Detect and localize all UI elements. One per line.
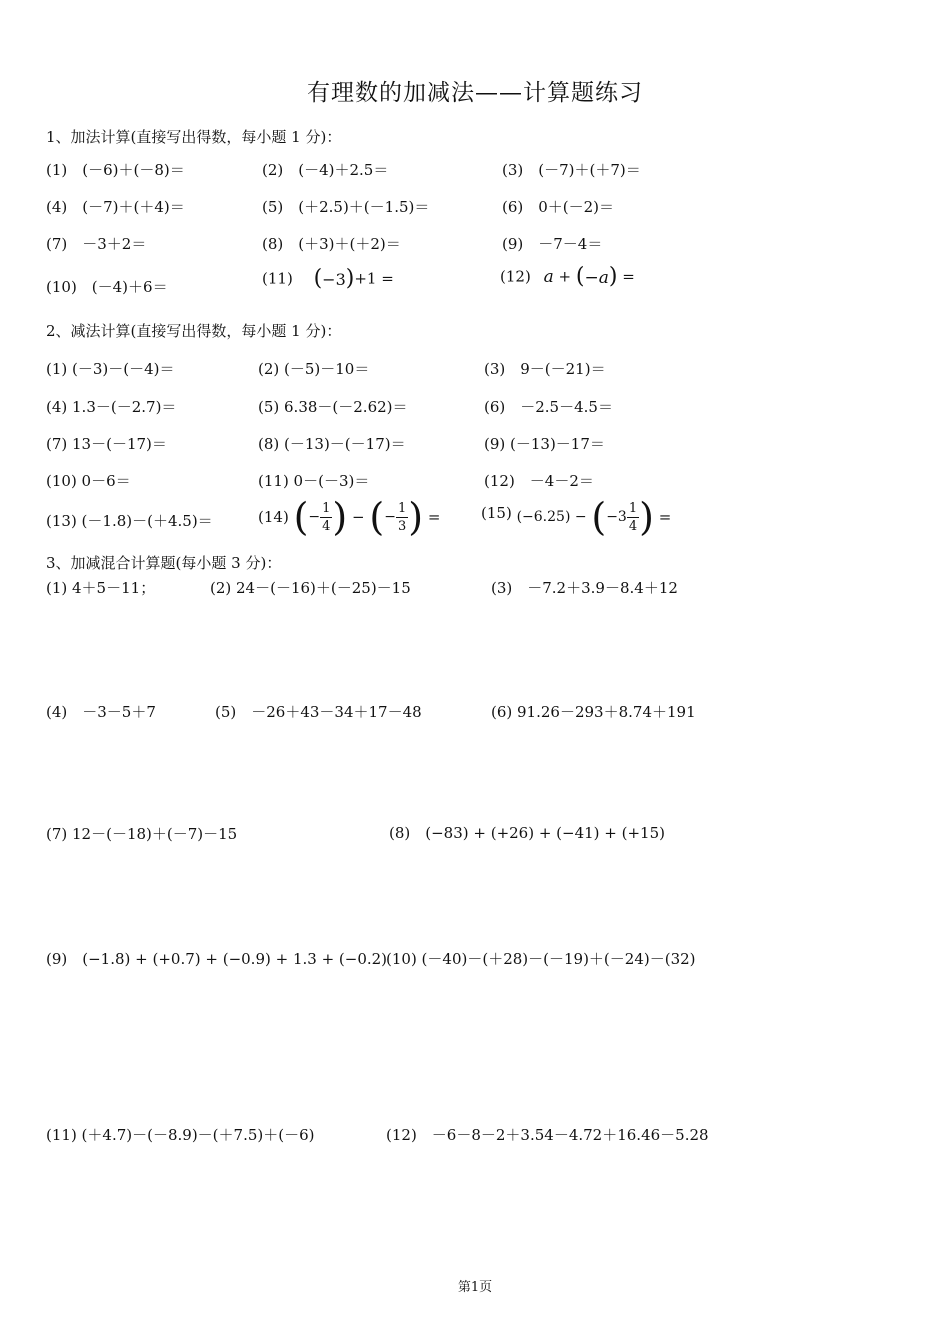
s1-problem-12: (12) a + (−a) = [500, 264, 635, 289]
s2-problem-15: (15) (−6.25) − (−3 $\frac{1}{4}$ ) = [481, 495, 672, 539]
s3-problem-11: (11) (＋4.7)－(－8.9)－(＋7.5)＋(－6) [46, 1126, 315, 1144]
s1-problem-4: (4) (－7)＋(＋4)＝ [46, 198, 185, 216]
s1-problem-9: (9) －7－4＝ [502, 235, 603, 253]
s2-problem-5: (5) 6.38－(－2.62)＝ [258, 398, 408, 416]
s1-problem-10: (10) (－4)＋6＝ [46, 278, 168, 296]
s2-problem-7: (7) 13－(－17)＝ [46, 435, 167, 453]
s2-problem-3: (3) 9－(－21)＝ [484, 360, 606, 378]
math-expression: +1 = [354, 269, 394, 288]
s3-problem-12: (12) －6－8－2＋3.54－4.72＋16.46－5.28 [386, 1126, 709, 1144]
math-expression: −3 [606, 509, 627, 525]
s3-problem-8: (8) (−83) + (+26) + (−41) + (+15) [389, 824, 665, 842]
math-expression: (−6.25) − [516, 509, 587, 525]
fraction-denominator: 4 [628, 518, 638, 534]
fraction [627, 500, 639, 535]
page-title: 有理数的加减法——计算题练习 [307, 80, 643, 106]
s2-problem-12: (12) －4－2＝ [484, 472, 594, 490]
s3-problem-1: (1) 4＋5－11； [46, 579, 156, 597]
s2-problem-6: (6) －2.5－4.5＝ [484, 398, 613, 416]
s2-problem-11: (11) 0－(－3)＝ [258, 472, 370, 490]
s1-problem-1: (1) (－6)＋(－8)＝ [46, 161, 185, 179]
s2-problem-2: (2) (－5)－10＝ [258, 360, 370, 378]
page-number: 第1页 [457, 1280, 493, 1295]
problem-number: (12) [500, 267, 531, 286]
s3-problem-2: (2) 24－(－16)＋(－25)－15 [210, 579, 411, 597]
fraction [396, 500, 408, 535]
equals-sign: = [622, 267, 635, 286]
s3-problem-10: (10) (－40)－(＋28)－(－19)＋(－24)－(32) [386, 950, 696, 968]
fraction-numerator: 1 [322, 500, 331, 516]
s1-problem-5: (5) (＋2.5)＋(－1.5)＝ [262, 198, 430, 216]
math-expression: − [384, 509, 396, 525]
s3-problem-3: (3) －7.2＋3.9－8.4＋12 [491, 579, 678, 597]
s2-problem-8: (8) (－13)－(－17)＝ [258, 435, 406, 453]
problem-number: (11) [262, 269, 293, 288]
math-expression: −3 [322, 270, 346, 289]
s2-problem-10: (10) 0－6＝ [46, 472, 131, 490]
math-expression: − [308, 509, 321, 525]
section2-heading: 2、减法计算(直接写出得数，每小题 1 分)： [46, 322, 342, 340]
s3-problem-7: (7) 12－(－18)＋(－7)－15 [46, 825, 238, 843]
fraction-numerator: 1 [628, 500, 638, 516]
problem-number: (15) [481, 504, 512, 522]
fraction-denominator: 4 [322, 518, 331, 534]
s2-problem-4: (4) 1.3－(－2.7)＝ [46, 398, 177, 416]
s3-problem-9: (9) (−1.8) + (+0.7) + (−0.9) + 1.3 + (−0.2) [46, 950, 388, 968]
variable-a: a [543, 266, 554, 287]
fraction-denominator: 3 [397, 518, 407, 534]
s1-problem-6: (6) 0＋(－2)＝ [502, 198, 615, 216]
s1-problem-3: (3) (－7)＋(＋7)＝ [502, 161, 641, 179]
s2-problem-9: (9) (－13)－17＝ [484, 435, 605, 453]
fraction-numerator: 1 [397, 500, 407, 516]
s2-problem-13: (13) (－1.8)－(＋4.5)＝ [46, 512, 213, 530]
s1-problem-8: (8) (＋3)＋(＋2)＝ [262, 235, 401, 253]
s2-problem-1: (1) (－3)－(－4)＝ [46, 360, 175, 378]
equals-sign: = [427, 508, 441, 526]
fraction [320, 500, 332, 535]
s3-problem-4: (4) －3－5＋7 [46, 703, 156, 721]
plus-sign: + [558, 267, 572, 286]
section3-heading: 3、加减混合计算题(每小题 3 分)： [46, 554, 282, 572]
s1-problem-2: (2) (－4)＋2.5＝ [262, 161, 389, 179]
minus-sign: − [352, 508, 365, 526]
s3-problem-5: (5) －26＋43－34＋17－48 [215, 703, 422, 721]
section1-heading: 1、加法计算(直接写出得数，每小题 1 分)： [46, 128, 342, 146]
s2-problem-14: (14) (− $\frac{1}{4}$ ) − (− $\frac{1}{3}$ ) = [258, 495, 441, 539]
equals-sign: = [658, 508, 672, 526]
math-expression: −a [584, 268, 609, 288]
problem-number: (14) [258, 508, 289, 526]
s1-problem-11: (11) (−3)+1 = [262, 266, 394, 291]
s3-problem-6: (6) 91.26－293＋8.74＋191 [491, 703, 696, 721]
s1-problem-7: (7) －3＋2＝ [46, 235, 147, 253]
